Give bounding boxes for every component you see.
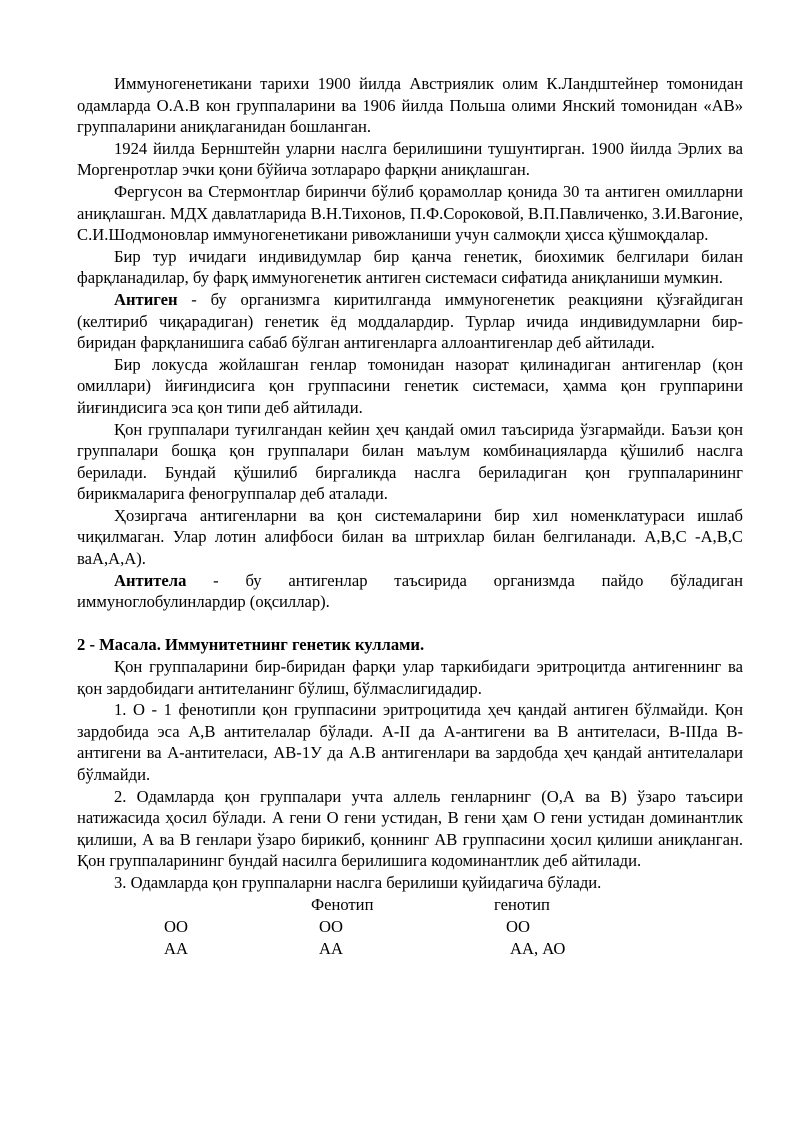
table-cell: АА, АО xyxy=(510,938,566,958)
paragraph-item-2: 2. Одамларда қон группалари учта аллель генларнинг (О,А ва В) ўзаро таъсири натижасида ҳосил бўлади. А гени О гени устидан, В гени ҳам О гени устидан доминантлик қилиши, А ва В генлари ўзаро бирикиб, қоннинг АВ группасини ҳосил қилиши аниқланган. Қон группаларининг бундай насилга берилишига кодоминантлик деб айтилади. xyxy=(77,786,743,871)
table-header-phenotype: Фенотип xyxy=(311,894,374,914)
paragraph-bernstein: 1924 йилда Бернштейн уларни наслга берилишини тушунтирган. 1900 йилда Эрлих ва Моргенротлар эчки қони бўйича зотлараро фарқни аниқлашган. xyxy=(77,138,743,180)
antigen-definition-text: - бу организмга киритилганда иммуногенетик реакцияни қўзғайдиган (келтириб чиқарадиган) генетик ёд моддалардир. Турлар ичида индивидумларни бир-биридан фарқланишига сабаб бўлган антигенларга аллоантигенлар деб айтилади. xyxy=(77,289,743,353)
table-cell: АА xyxy=(319,938,343,958)
paragraph-antibody-definition xyxy=(77,570,743,613)
table-cell: ОО xyxy=(506,916,530,936)
table-cell: АА xyxy=(164,938,188,958)
paragraph-item-3: 3. Одамларда қон группаларни наслга берилиши қуйидагича бўлади. xyxy=(114,872,602,892)
paragraph-nomenclature: Ҳозиргача антигенларни ва қон системаларини бир хил номенклатураси ишлаб чиқилмаган. Улар лотин алифбоси билан ва штрихлар билан белгиланади. А,В,С -А,В,С ваА,А,А). xyxy=(77,505,743,569)
paragraph-individuals: Бир тур ичидаги индивидумлар бир қанча генетик, биохимик белгилари билан фарқланадилар, бу фарқ иммуногенетик антиген системаси сифатида аниқланиши мумкин. xyxy=(77,246,743,288)
genotype-table xyxy=(77,894,743,960)
paragraph-antigen-definition xyxy=(77,289,743,354)
term-antibody: Антитела xyxy=(114,570,187,590)
table-cell: ОО xyxy=(164,916,188,936)
paragraph-locus: Бир локусда жойлашган генлар томонидан назорат қилинадиган антигенлар (қон омиллари) йиғиндисига қон группасини генетик системаси, ҳамма қон группарини йиғиндисига эса қон типи деб айтилади. xyxy=(77,354,743,417)
document-page xyxy=(77,73,743,960)
section-heading: 2 - Масала. Иммунитетнинг генетик куллами. xyxy=(77,635,425,655)
blank-line xyxy=(77,613,743,635)
paragraph-blood-groups: Қон группалари туғилгандан кейин ҳеч қандай омил таъсирида ўзгармайди. Баъзи қон группалари бошқа қон группалари билан маълум комбинацияларда қўшилиб наслга берилади. Бундай қўшилиб биргаликда наслга бериладиган қон группаларининг бирикмаларига феногруппалар деб аталади. xyxy=(77,419,743,504)
antibody-definition-text: - бу антигенлар таъсирида организмда пайдо бўладиган иммуноглобулинлардир (оқсиллар). xyxy=(77,570,743,612)
term-antigen: Антиген xyxy=(114,289,178,309)
table-cell: ОО xyxy=(319,916,343,936)
table-header-genotype: генотип xyxy=(494,894,550,914)
paragraph-history: Иммуногенетикани тарихи 1900 йилда Австриялик олим К.Ландштейнер томонидан одамларда О.А.В кон группаларини ва 1906 йилда Польша олими Янский томонидан «АВ» группаларини аниқлаганидан бошланган. xyxy=(77,74,743,137)
paragraph-item-1: 1. О - 1 фенотипли қон группасини эритроцитида ҳеч қандай антиген бўлмайди. Қон зардобида эса А,В антителалар бўлади. А-II да А-антигени ва В антителаси, В-IIIда В-антигени ва А-антителаси, АВ-1У да А.В антигенлари ва зардобда ҳеч қандай антителалари бўлмайди. xyxy=(77,700,743,784)
paragraph-ferguson: Фергусон ва Стермонтлар биринчи бўлиб қорамоллар қонида 30 та антиген омилларни аниқлашган. МДХ давлатларида В.Н.Тихонов, П.Ф.Сороковой, В.П.Павличенко, З.И.Вагоние, С.И.Шодмоновлар иммуногенетикани ривожланиши учун салмоқли ҳисса қўшмоқдалар. xyxy=(77,181,743,245)
paragraph-section-intro: Қон группаларини бир-биридан фарқи улар таркибидаги эритроцитда антигеннинг ва қон зардобидаги антителанинг бўлиш, бўлмаслигидадир. xyxy=(77,657,743,698)
